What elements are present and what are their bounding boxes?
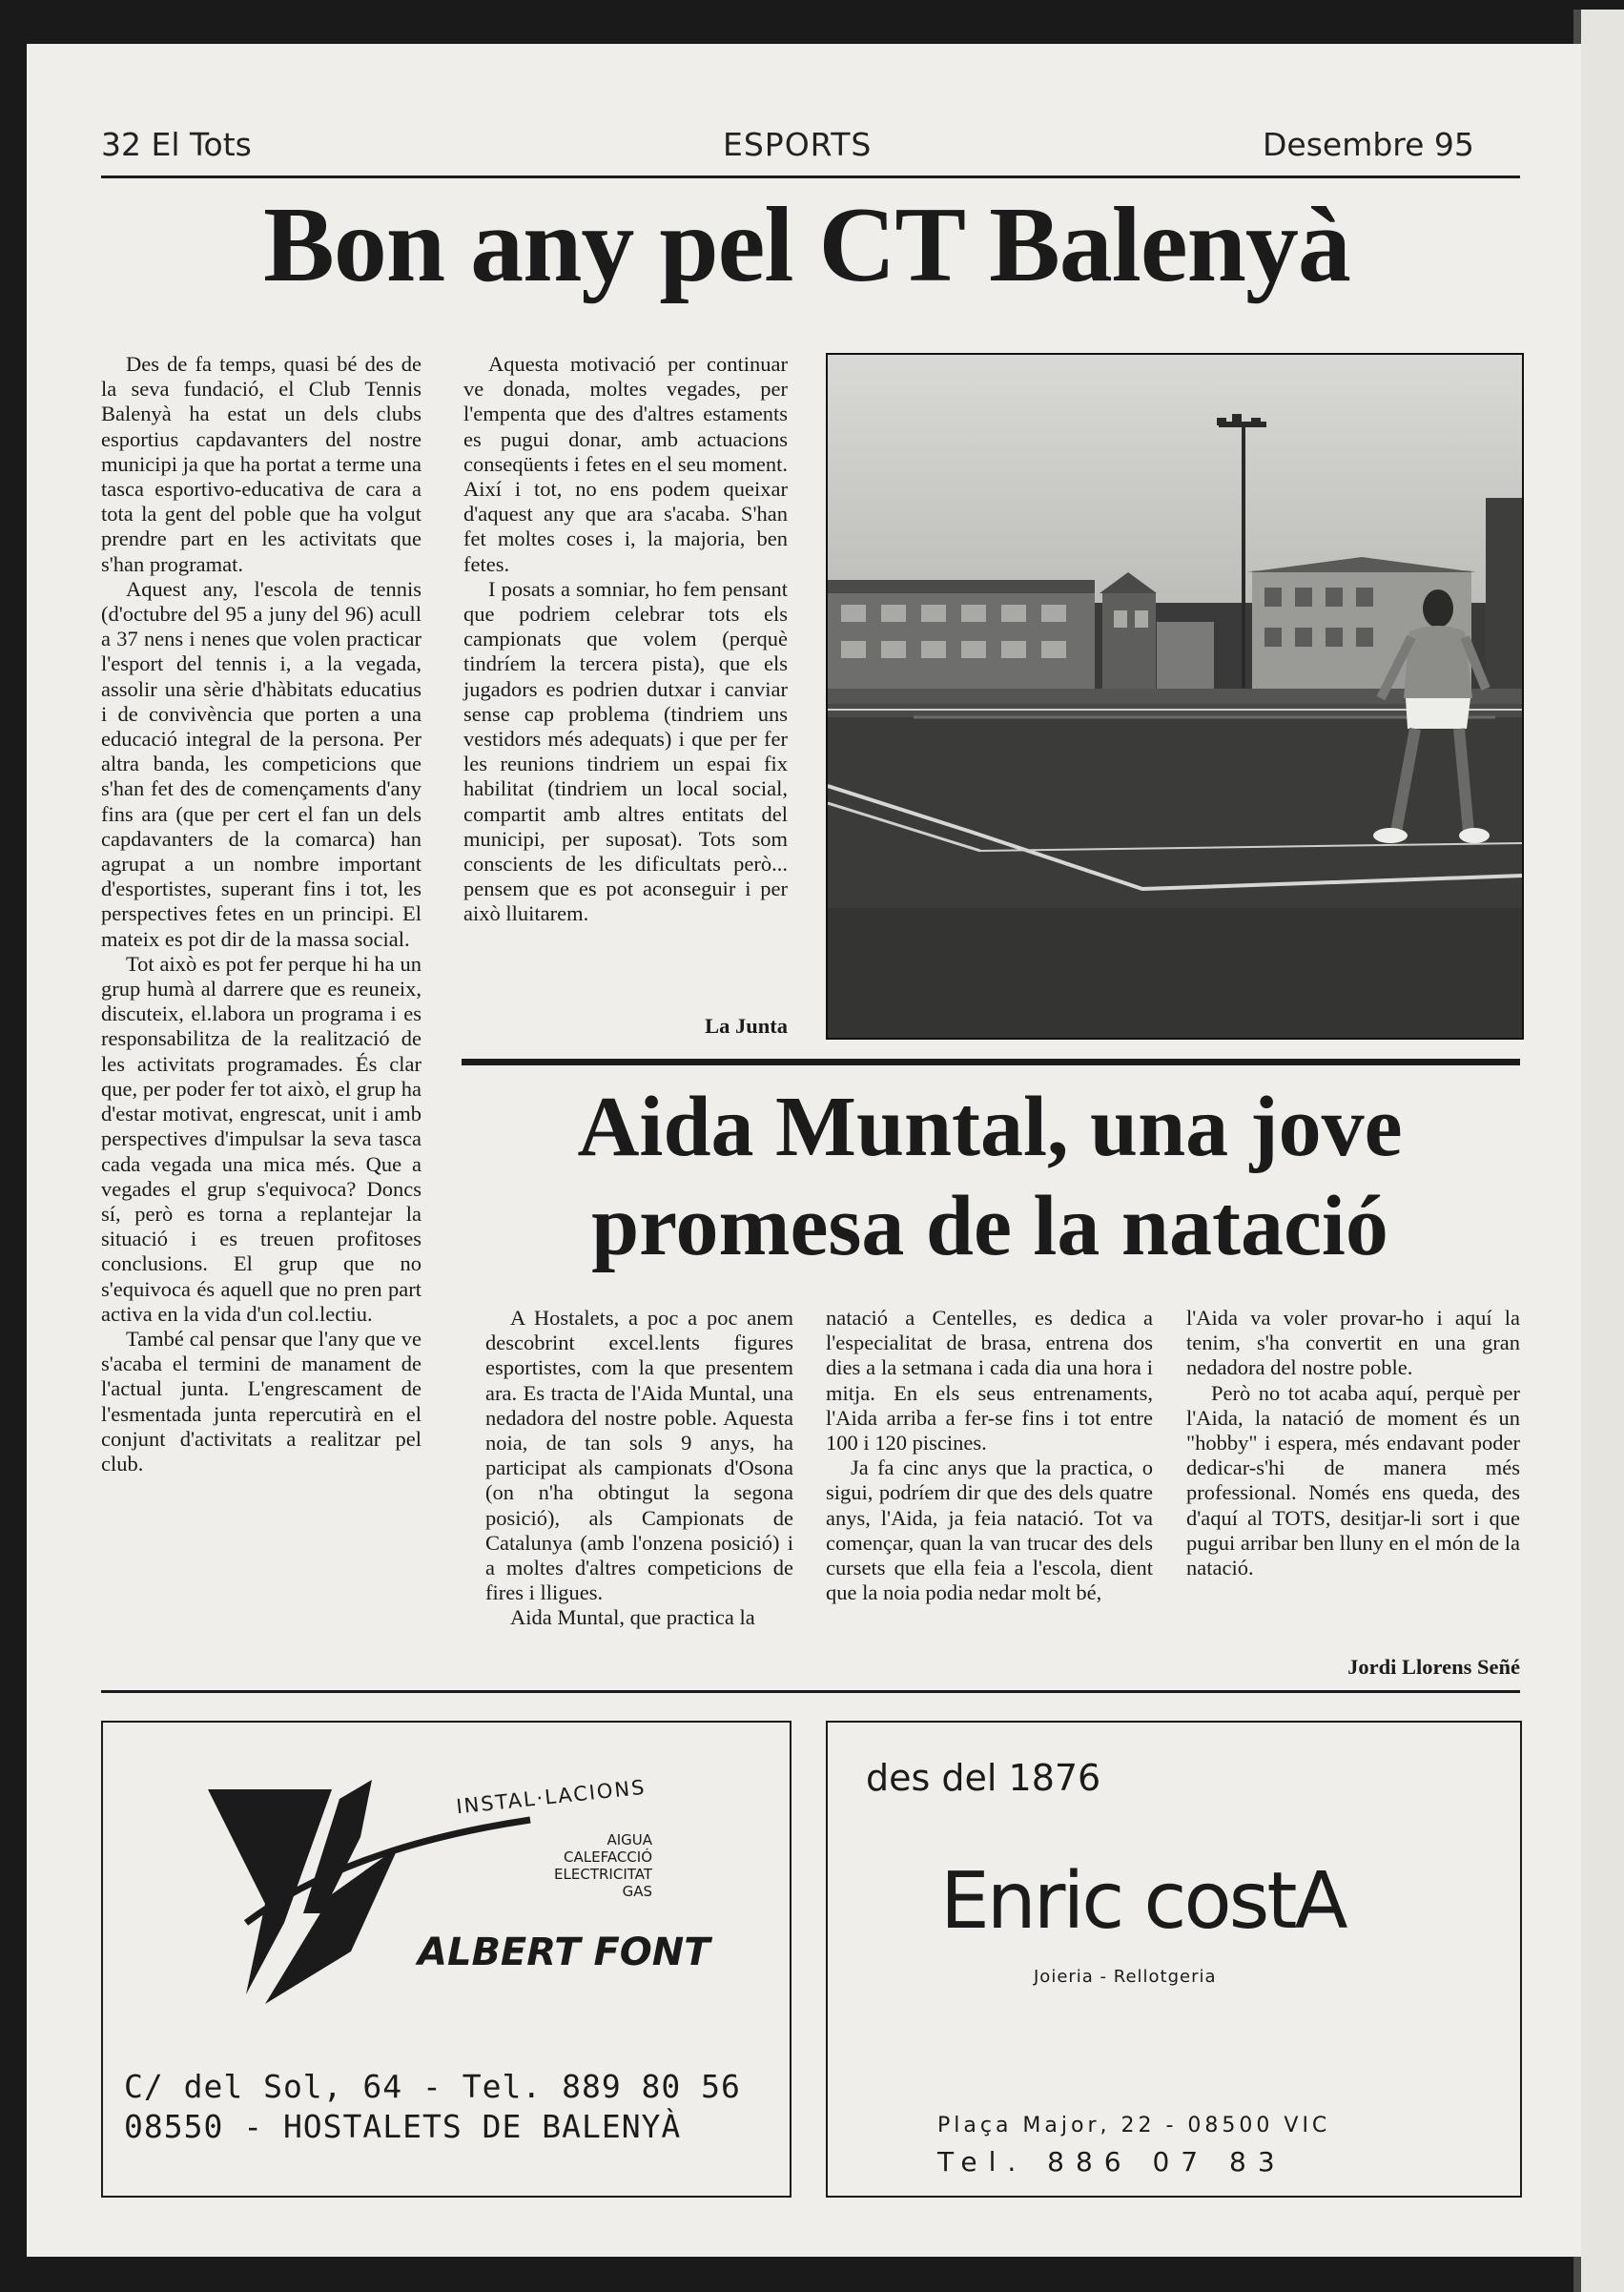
article2-headline-line2: promesa de la natació — [591, 1179, 1388, 1273]
established-since: des del 1876 — [866, 1757, 1101, 1799]
service-item: CALEFACCIÓ — [564, 1848, 652, 1866]
albert-font-address-line1: C/ del Sol, 64 - Tel. 889 80 56 — [124, 2068, 741, 2105]
section-title: ESPORTS — [723, 126, 873, 163]
ads-separator-rule — [101, 1690, 1520, 1693]
paragraph: Aida Muntal, que practica la — [510, 1605, 755, 1630]
page-number-and-publication: 32 El Tots — [101, 126, 252, 163]
issue-date: Desembre 95 — [1263, 126, 1474, 163]
paragraph: Ja fa cinc anys que la practica, o sigui, podríem dir que des dels quatre anys, l'Aida, ja feia natació. Tot va començar, quan la van trucar des dels cursets que ella feia a l'escola, dient que la noia podia nedar molt bé, — [826, 1456, 1153, 1605]
paragraph: l'Aida va voler provar-ho i aquí la tenim, s'ha convertit en una gran nedadora del nostre poble. — [1186, 1306, 1520, 1380]
albert-font-address-line2: 08550 - HOSTALETS DE BALENYÀ — [124, 2108, 682, 2145]
enric-costa-address: Plaça Major, 22 - 08500 VIC — [937, 2114, 1331, 2137]
article1-column2 — [463, 352, 788, 927]
article2-headline — [462, 1078, 1518, 1276]
next-page-edge — [1581, 10, 1624, 2292]
article2-column1 — [485, 1306, 793, 1631]
paragraph: Aquest any, l'escola de tennis (d'octubre del 95 a juny del 96) acull a 37 nens i nenes que volen practicar l'esport del tennis i, a la vegada, assolir una sèrie d'hàbitats educatius i de convivència que porten a una educació integral de la persona. Per altra banda, les competicions que s'han fet des de començaments d'any fins ara (que per cert el fan un dels capdavanters de la comarca) han agrupat a un nombre important d'esportistes, superant fins i tot, les perspectives fetes en un principi. El mateix es pot dir de la massa social. — [101, 576, 421, 951]
paragraph: També cal pensar que l'any que ve s'acaba el termini de manament de l'actual junta. L'engrescament de l'esmentada junta repercutirà en el conjunt d'activitats a realitzar pel club. — [101, 1326, 421, 1476]
albert-font-ad — [101, 1721, 791, 2198]
article2-top-rule — [462, 1059, 1520, 1065]
services-list — [484, 1831, 652, 1900]
jewelry-watchmaking-label: Joieria - Rellotgeria — [1034, 1967, 1217, 1987]
article1-column1 — [101, 352, 421, 1476]
enric-costa-ad — [826, 1721, 1522, 2198]
service-item: GAS — [622, 1883, 652, 1900]
paragraph: natació a Centelles, es dedica a l'especialitat de brasa, entrena dos dies a la setmana i cada dia una hora i mitja. En els seus entrenaments, l'Aida arriba a fer-se fins i tot entre 100 i 120 piscines. — [826, 1306, 1153, 1456]
header-rule — [101, 176, 1520, 178]
service-item: ELECTRICITAT — [554, 1866, 652, 1883]
paragraph: I posats a somniar, ho fem pensant que podriem celebrar tots els campionats que volem (perquè tindríem la tercera pista), que els jugadors es podrien dutxar i canviar sense cap problema (tindriem uns vestidors més adequats) i que per fer les reunions tindriem un espai fix habilitat (tindriem un local social, compartit amb altres entitats del municipi, per suposat). Tots som conscients de les dificultats però... pensem que es pot aconseguir i per això lluitarem. — [463, 576, 788, 926]
albert-font-name: ALBERT FONT — [418, 1931, 710, 1974]
paragraph: Des de fa temps, quasi bé des de la seva fundació, el Club Tennis Balenyà ha estat un dels clubs esportius capdavanters del nostre municipi ja que ha portat a terme una tasca esportivo-educativa de cara a tota la gent del poble que ha volgut prendre part en les activitats que s'han programat. — [101, 352, 421, 576]
tennis-player-image — [828, 355, 1522, 1038]
enric-costa-phone: Tel. 886 07 83 — [937, 2146, 1286, 2178]
article1-headline: Bon any pel CT Balenyà — [263, 186, 1350, 304]
article1-signature: La Junta — [705, 1014, 788, 1038]
article2-column2 — [826, 1306, 1153, 1605]
enric-costa-logo: Enric costA — [940, 1856, 1346, 1947]
tennis-court-photo — [826, 353, 1524, 1040]
paragraph: Aquesta motivació per continuar ve donada, moltes vegades, per l'empenta que des d'altres estaments es pugui donar, amb actuacions conseqüents i fetes en el seu moment. Així i tot, no ens podem queixar d'aquest any que ara s'acaba. S'han fet moltes coses i, la majoria, ben fetes. — [463, 352, 788, 576]
article2-headline-line1: Aida Muntal, una jove — [577, 1080, 1403, 1174]
service-item: AIGUA — [606, 1831, 652, 1848]
paragraph: Però no tot acaba aquí, perquè per l'Aida, la natació de moment és un "hobby" i espera, més endavant poder dedicar-s'hi de manera més professional. Només ens queda, des d'aquí al TOTS, desitjar-li sort i que pugui arribar ben lluny en el món de la natació. — [1186, 1380, 1520, 1580]
paragraph: A Hostalets, a poc a poc anem descobrint excel.lents figures esportistes, com la que presentem ara. Es tracta de l'Aida Muntal, una nedadora del nostre poble. Aquesta noia, de tan sols 9 anys, ha participat als campionats d'Osona (on n'ha obtingut la segona posició), als Campionats de Catalunya (amb l'onzena posició) i a moltes d'altres competicions de fires i lligues. — [485, 1306, 793, 1605]
installations-label: INSTAL·LACIONS — [455, 1775, 648, 1819]
paragraph: Tot això es pot fer perque hi ha un grup humà al darrere que es reuneix, discuteix, el.labora un programa i es responsabilitza de la realització de les activitats programades. És clar que, per poder fer tot això, el grup ha d'estar motivat, engrescat, unit i amb perspectives d'impulsar la seva tasca cada vegada una mica més. Que a vegades el grup s'equivoca? Doncs sí, però es torna a replantejar la situació i es treuen profitoses conclusions. El grup que no s'equivoca és aquell que no pren part activa en la vida d'un col.lectiu. — [101, 951, 421, 1326]
article2-signature: Jordi Llorens Señé — [1347, 1655, 1520, 1679]
article2-column3 — [1186, 1306, 1520, 1580]
